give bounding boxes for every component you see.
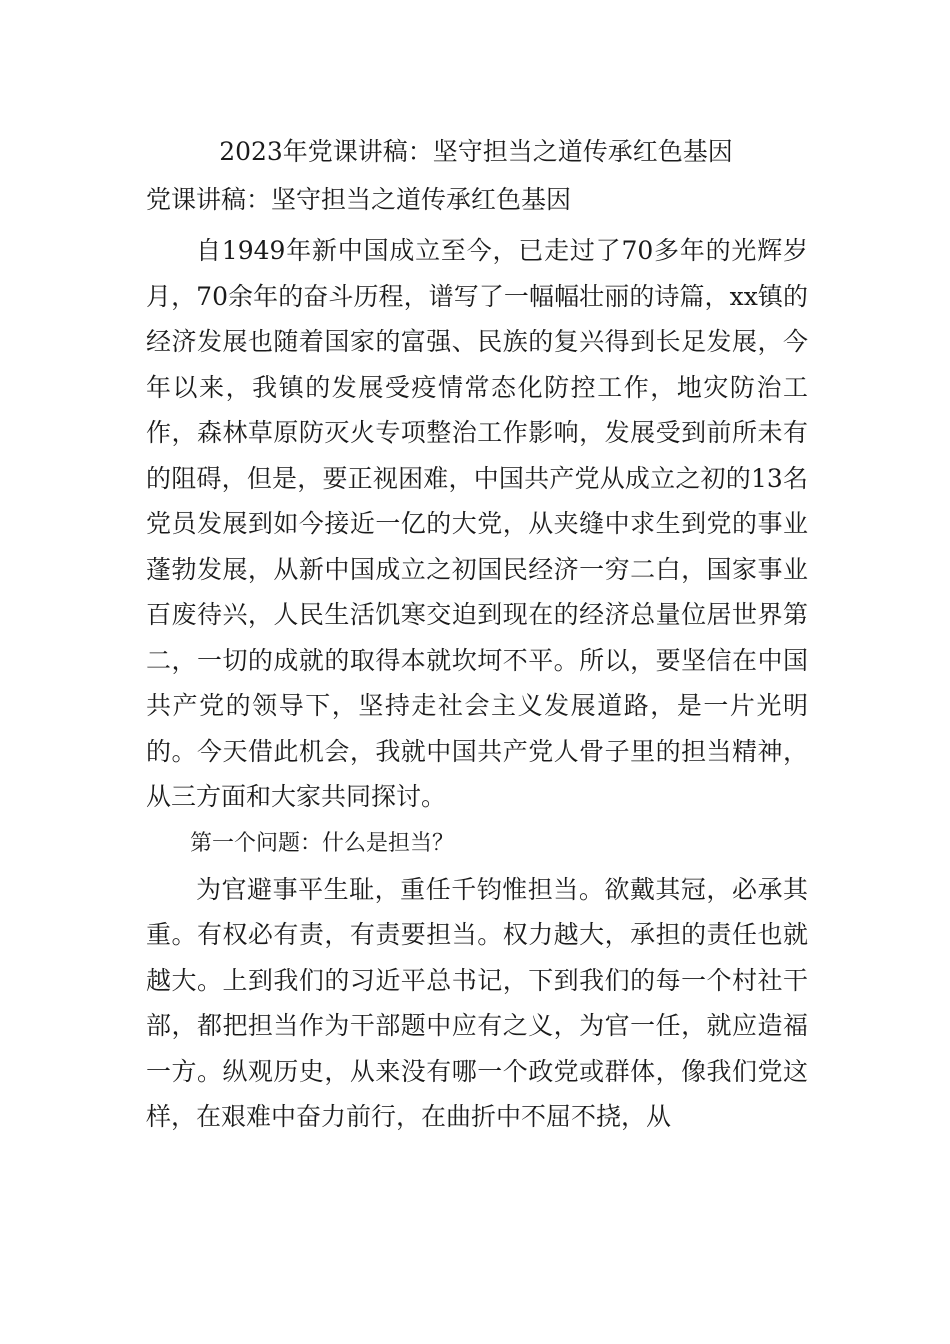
paragraph-section-1: 为官避事平生耻，重任千钧惟担当。欲戴其冠，必承其重。有权必有责，有责要担当。权力越大，承担的责任也就越大。上到我们的习近平总书记，下到我们的每一个村社干部，都把担当作为干部题中应有之义，为官一任，就应造福一方。纵观历史，从来没有哪一个政党或群体，像我们党这样，在艰难中奋力前行，在曲折中不屈不挠，从: [146, 874, 808, 1131]
document-title: 2023年党课讲稿：坚守担当之道传承红色基因: [219, 137, 733, 166]
document-body: [146, 228, 808, 1140]
section-heading-1: 第一个问题：什么是担当？: [190, 830, 455, 856]
document-subtitle: 党课讲稿：坚守担当之道传承红色基因: [146, 185, 572, 214]
paragraph-intro: 自1949年新中国成立至今，已走过了70多年的光辉岁月，70余年的奋斗历程，谱写了一幅幅壮丽的诗篇，xx镇的经济发展也随着国家的富强、民族的复兴得到长足发展，今年以来，我镇的发展受疫情常态化防控工作，地灾防治工作，森林草原防灭火专项整治工作影响，发展受到前所未有的阻碍，但是，要正视困难，中国共产党从成立之初的13名党员发展到如今接近一亿的大党，从夹缝中求生到党的事业蓬勃发展，从新中国成立之初国民经济一穷二白，国家事业百废待兴，人民生活饥寒交迫到现在的经济总量位居世界第二，一切的成就的取得本就坎坷不平。所以，要坚信在中国共产党的领导下，坚持走社会主义发展道路，是一片光明的。今天借此机会，我就中国共产党人骨子里的担当精神，从三方面和大家共同探讨。: [146, 236, 808, 811]
